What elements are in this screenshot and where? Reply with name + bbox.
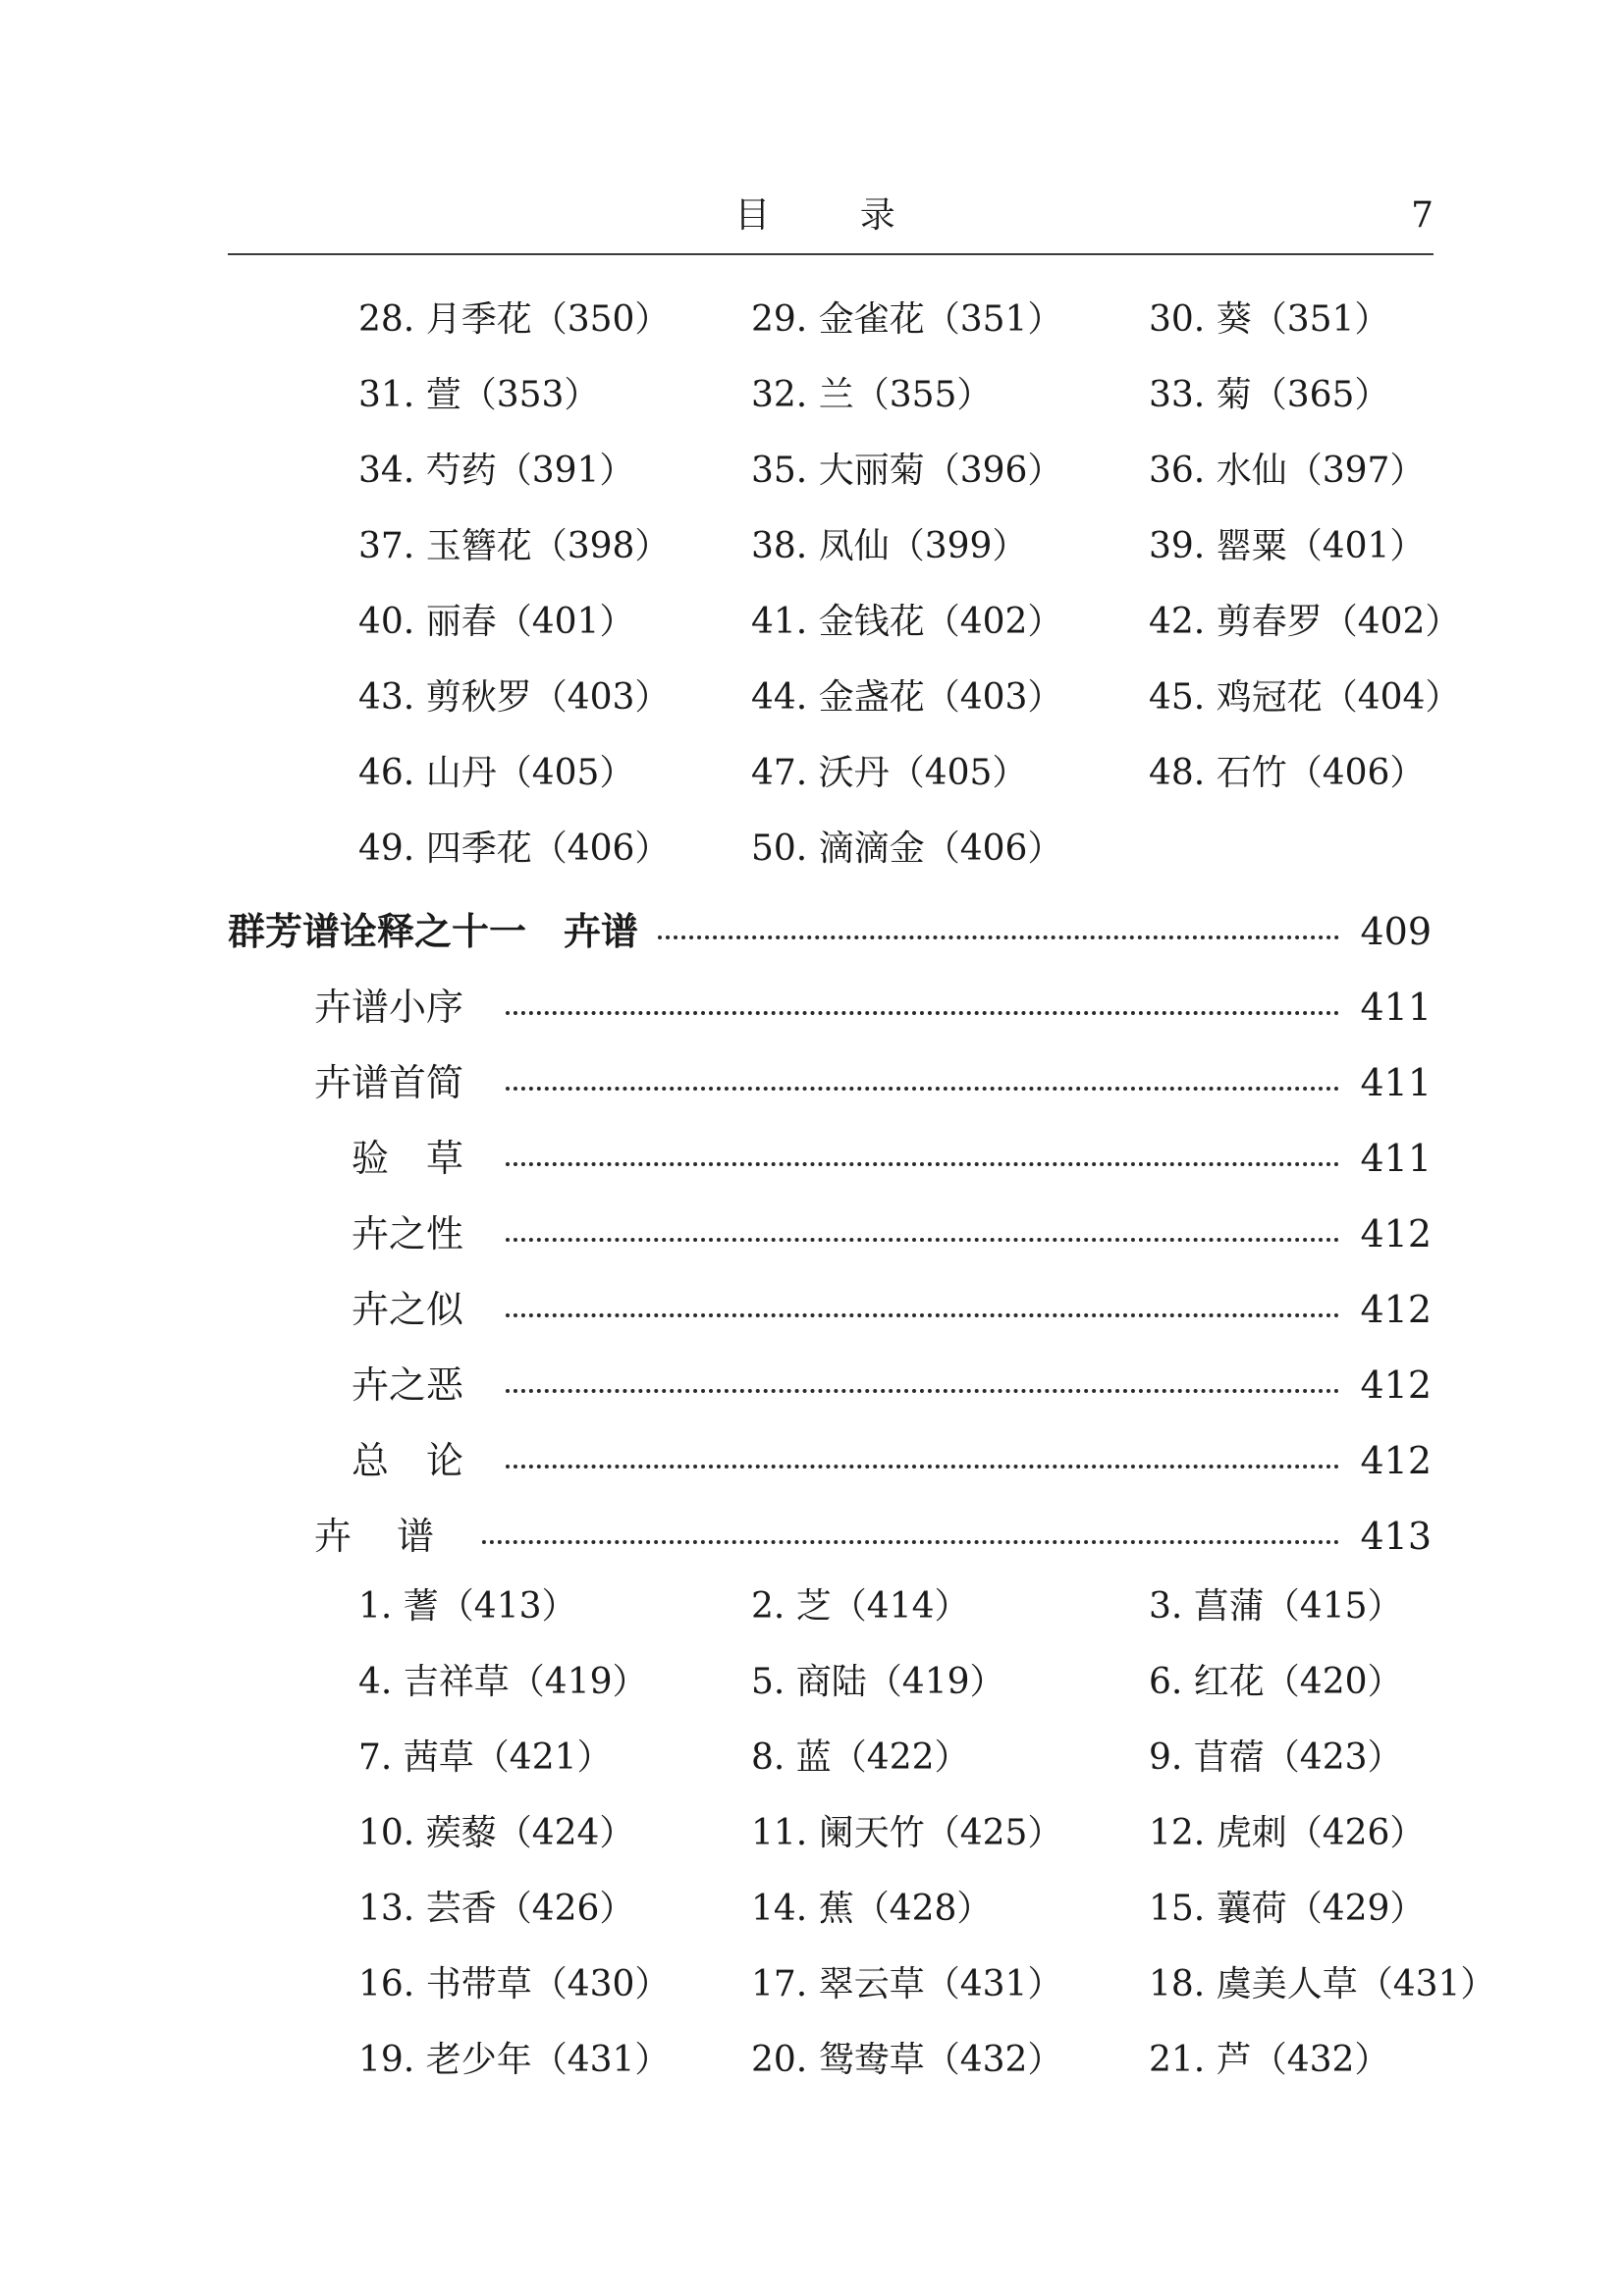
toc-list-item[interactable]: 19. 老少年（431） <box>358 2040 671 2080</box>
toc-list-item[interactable]: 12. 虎刺（426） <box>1149 1813 1426 1853</box>
herb-entry-grid <box>0 1577 1624 2107</box>
toc-list-item[interactable]: 4. 吉祥草（419） <box>358 1662 648 1702</box>
toc-item-entry[interactable] <box>0 1129 1624 1188</box>
entry-row <box>0 668 1624 744</box>
toc-item-title: 卉之性 <box>352 1204 463 1263</box>
toc-list-item[interactable]: 42. 剪春罗（402） <box>1149 602 1461 642</box>
toc-subsection-entry[interactable] <box>0 1053 1624 1112</box>
toc-page-number: 412 <box>1360 1212 1432 1255</box>
toc-list-item[interactable]: 10. 蒺藜（424） <box>358 1813 635 1853</box>
entry-row <box>0 1955 1624 2031</box>
toc-list-item[interactable]: 13. 芸香（426） <box>358 1889 635 1929</box>
toc-list-item[interactable]: 37. 玉簪花（398） <box>358 526 671 566</box>
entry-row <box>0 2031 1624 2107</box>
toc-item-title: 卉之恶 <box>352 1356 463 1415</box>
entry-row <box>0 744 1624 820</box>
toc-list-item[interactable]: 41. 金钱花（402） <box>751 602 1063 642</box>
toc-list-item[interactable]: 34. 芍药（391） <box>358 451 635 491</box>
dot-leader <box>506 978 1339 1037</box>
toc-list-item[interactable]: 47. 沃丹（405） <box>751 753 1028 793</box>
toc-list-item[interactable]: 3. 菖蒲（415） <box>1149 1586 1403 1627</box>
toc-subsection-title: 卉谱首简 <box>314 1053 463 1112</box>
toc-item-entry[interactable] <box>0 1431 1624 1490</box>
toc-list-item[interactable]: 32. 兰（355） <box>751 375 993 415</box>
toc-list-item[interactable]: 15. 蘘荷（429） <box>1149 1889 1426 1929</box>
dot-leader <box>658 902 1339 961</box>
toc-list-item[interactable]: 48. 石竹（406） <box>1149 753 1426 793</box>
dot-leader <box>506 1053 1339 1112</box>
dot-leader <box>506 1356 1339 1415</box>
entry-row <box>0 366 1624 442</box>
toc-list-item[interactable]: 36. 水仙（397） <box>1149 451 1426 491</box>
toc-list-item[interactable]: 11. 阑天竹（425） <box>751 1813 1063 1853</box>
entry-row <box>0 1804 1624 1880</box>
toc-list-item[interactable]: 49. 四季花（406） <box>358 828 671 869</box>
toc-page-number: 411 <box>1360 1137 1432 1180</box>
toc-list-item[interactable]: 40. 丽春（401） <box>358 602 635 642</box>
entry-row <box>0 517 1624 593</box>
toc-list-item[interactable]: 17. 翠云草（431） <box>751 1964 1063 2004</box>
toc-page-number: 413 <box>1360 1515 1432 1558</box>
toc-page-number: 412 <box>1360 1439 1432 1482</box>
toc-item-title: 总论 <box>352 1431 501 1490</box>
entry-row <box>0 442 1624 517</box>
dot-leader <box>506 1129 1339 1188</box>
entry-row <box>0 1577 1624 1653</box>
toc-list-item[interactable]: 20. 鸳鸯草（432） <box>751 2040 1063 2080</box>
dot-leader <box>506 1280 1339 1339</box>
toc-page-number: 412 <box>1360 1363 1432 1407</box>
dot-leader <box>506 1204 1339 1263</box>
toc-page-number: 411 <box>1360 1061 1432 1104</box>
toc-subsection-entry[interactable] <box>0 978 1624 1037</box>
toc-list-item[interactable]: 29. 金雀花（351） <box>751 299 1063 340</box>
header-divider <box>228 253 1434 255</box>
entry-row <box>0 1729 1624 1804</box>
toc-item-entry[interactable] <box>0 1280 1624 1339</box>
dot-leader <box>506 1431 1339 1490</box>
toc-list-item[interactable]: 1. 蓍（413） <box>358 1586 577 1627</box>
toc-list-item[interactable]: 28. 月季花（350） <box>358 299 671 340</box>
toc-item-title: 验草 <box>352 1129 501 1188</box>
toc-list-item[interactable]: 39. 罂粟（401） <box>1149 526 1426 566</box>
toc-list-item[interactable]: 21. 芦（432） <box>1149 2040 1390 2080</box>
toc-page-number: 412 <box>1360 1288 1432 1331</box>
toc-list-item[interactable]: 30. 葵（351） <box>1149 299 1390 340</box>
toc-list-item[interactable]: 7. 茜草（421） <box>358 1737 613 1778</box>
toc-list-item[interactable]: 35. 大丽菊（396） <box>751 451 1063 491</box>
toc-list-item[interactable]: 44. 金盏花（403） <box>751 677 1063 718</box>
toc-list-item[interactable]: 50. 滴滴金（406） <box>751 828 1063 869</box>
toc-list-item[interactable]: 16. 书带草（430） <box>358 1964 671 2004</box>
toc-list-item[interactable]: 45. 鸡冠花（404） <box>1149 677 1461 718</box>
toc-item-title: 卉之似 <box>352 1280 463 1339</box>
toc-list-item[interactable]: 43. 剪秋罗（403） <box>358 677 671 718</box>
entry-row <box>0 291 1624 366</box>
toc-page-number: 409 <box>1360 910 1432 953</box>
toc-list-item[interactable]: 18. 虞美人草（431） <box>1149 1964 1496 2004</box>
toc-list-item[interactable]: 38. 凤仙（399） <box>751 526 1028 566</box>
toc-item-entry[interactable] <box>0 1204 1624 1263</box>
toc-section-title: 群芳谱诠释之十一 卉谱 <box>228 902 638 961</box>
toc-list-item[interactable]: 46. 山丹（405） <box>358 753 635 793</box>
entry-row <box>0 593 1624 668</box>
entry-row <box>0 1880 1624 1955</box>
toc-list-item[interactable]: 33. 菊（365） <box>1149 375 1390 415</box>
entry-row <box>0 1653 1624 1729</box>
toc-list-item[interactable]: 31. 萱（353） <box>358 375 600 415</box>
toc-list-item[interactable]: 8. 蓝（422） <box>751 1737 970 1778</box>
toc-list-item[interactable]: 5. 商陆（419） <box>751 1662 1005 1702</box>
toc-page-number: 411 <box>1360 986 1432 1029</box>
toc-list-item[interactable]: 14. 蕉（428） <box>751 1889 993 1929</box>
toc-list-item[interactable]: 6. 红花（420） <box>1149 1662 1403 1702</box>
header-title: 目 录 <box>734 195 935 236</box>
flower-entry-grid <box>0 291 1624 895</box>
toc-subsection-title: 卉谱 <box>314 1507 479 1566</box>
toc-list-item[interactable]: 9. 苜蓿（423） <box>1149 1737 1403 1778</box>
toc-item-entry[interactable] <box>0 1356 1624 1415</box>
header-page-number: 7 <box>1411 195 1434 236</box>
toc-subsection-entry[interactable] <box>0 1507 1624 1566</box>
toc-list-item[interactable]: 2. 芝（414） <box>751 1586 970 1627</box>
entry-row <box>0 820 1624 895</box>
toc-section-entry[interactable] <box>0 902 1624 961</box>
dot-leader <box>466 1507 1339 1566</box>
toc-subsection-title: 卉谱小序 <box>314 978 463 1037</box>
